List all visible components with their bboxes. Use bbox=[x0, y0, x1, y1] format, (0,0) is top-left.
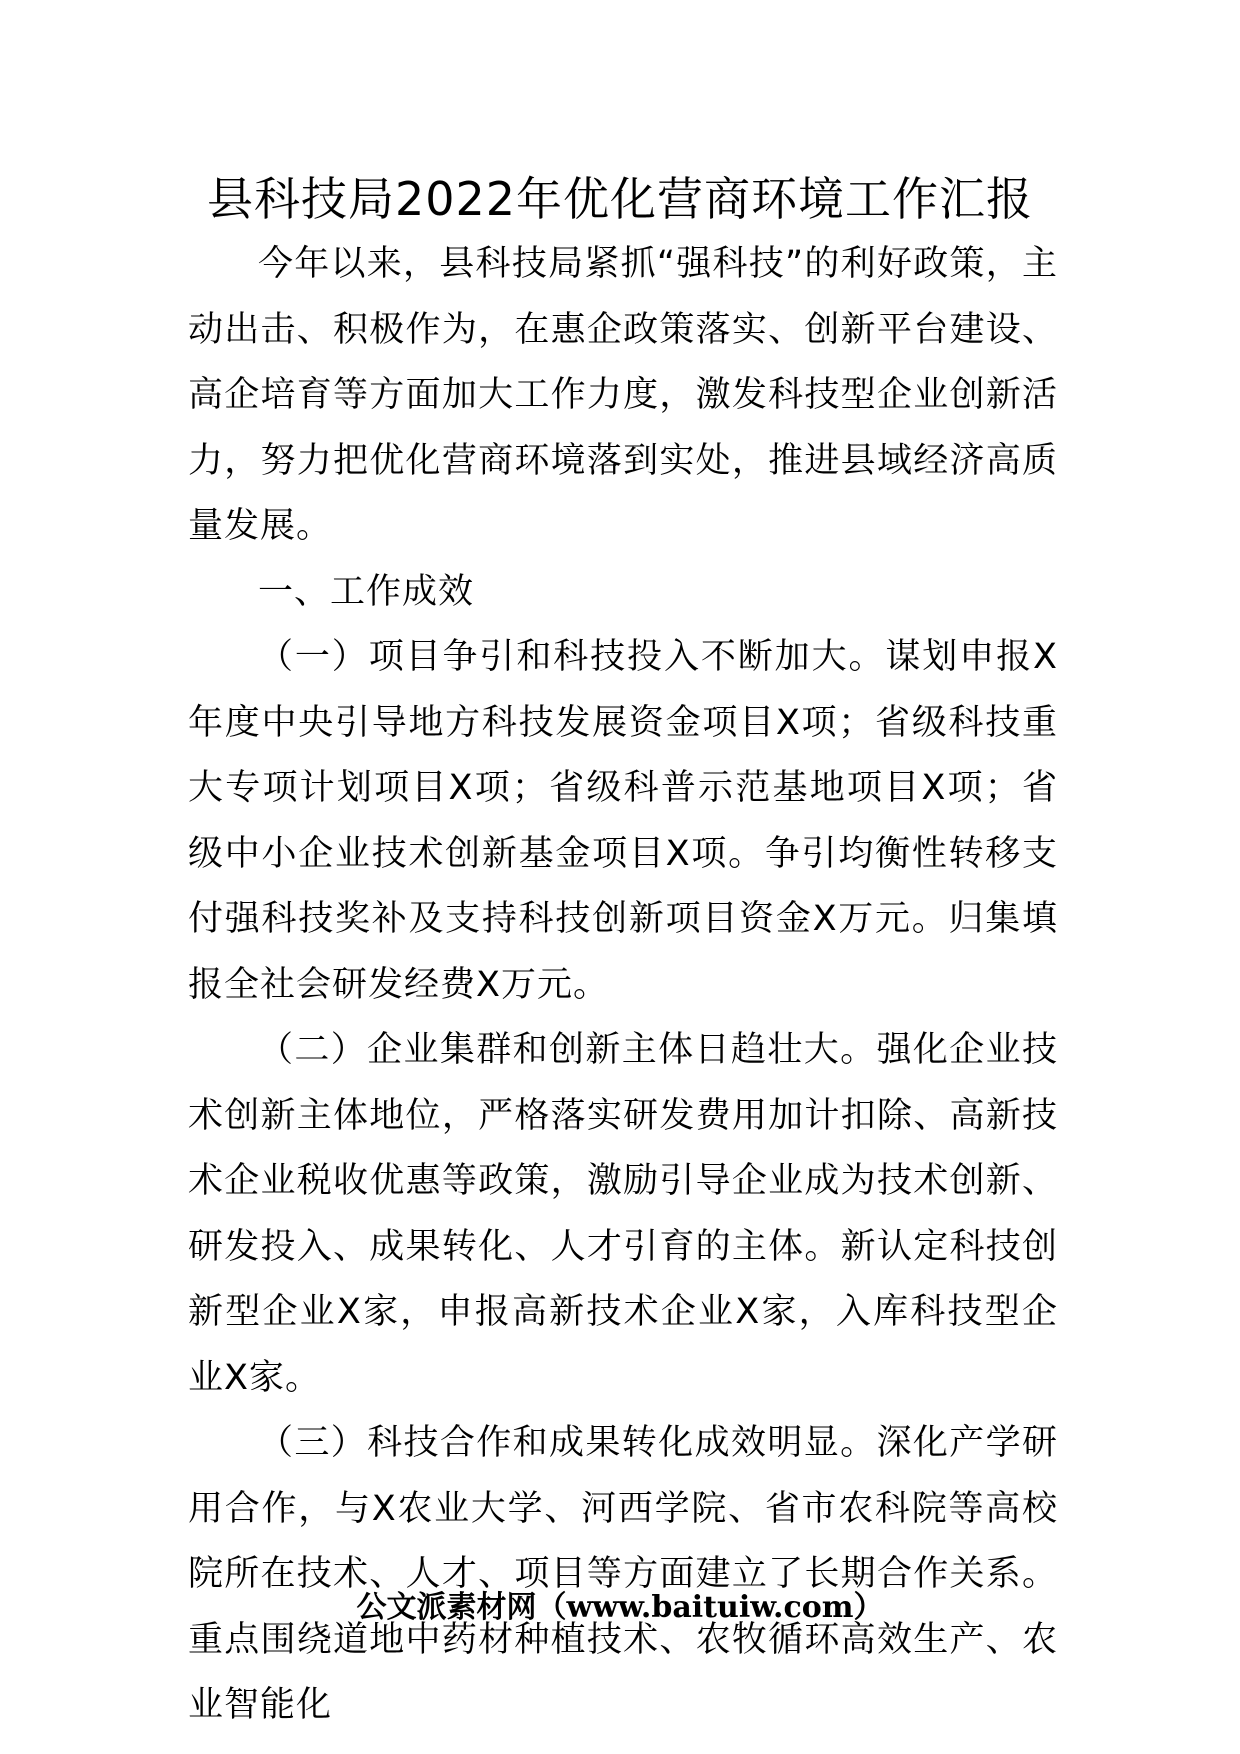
footer-watermark: 公文派素材网（www.baituiw.com） bbox=[356, 1590, 884, 1625]
subsection-paragraph-3: （三）科技合作和成果转化成效明显。深化产学研用合作，与X农业大学、河西学院、省市农科院等高校院所在技术、人才、项目等方面建立了长期合作关系。重点围绕道地中药材种植技术、农牧循环高效生产、农业智能化 bbox=[188, 1423, 1058, 1725]
subsection-paragraph-2: （二）企业集群和创新主体日趋壮大。强化企业技术创新主体地位，严格落实研发费用加计扣除、高新技术企业税收优惠等政策，激励引导企业成为技术创新、研发投入、成果转化、人才引育的主体。新认定科技创新型企业X家，申报高新技术企业X家，入库科技型企业X家。 bbox=[188, 1030, 1058, 1398]
subsection-paragraph-1: （一）项目争引和科技投入不断加大。谋划申报X年度中央引导地方科技发展资金项目X项；省级科技重大专项计划项目X项；省级科普示范基地项目X项；省级中小企业技术创新基金项目X项。争引均衡性转移支付强科技奖补及支持科技创新项目资金X万元。归集填报全社会研发经费X万元。 bbox=[188, 637, 1058, 1005]
intro-paragraph: 今年以来，县科技局紧抓“强科技”的利好政策，主动出击、积极作为，在惠企政策落实、创新平台建设、高企培育等方面加大工作力度，激发科技型企业创新活力，努力把优化营商环境落到实处，推进县域经济高质量发展。 bbox=[188, 244, 1058, 546]
document-title: 县科技局2022年优化营商环境工作汇报 bbox=[206, 172, 1034, 226]
document-body bbox=[188, 232, 1058, 1739]
section-heading: 一、工作成效 bbox=[258, 571, 475, 612]
